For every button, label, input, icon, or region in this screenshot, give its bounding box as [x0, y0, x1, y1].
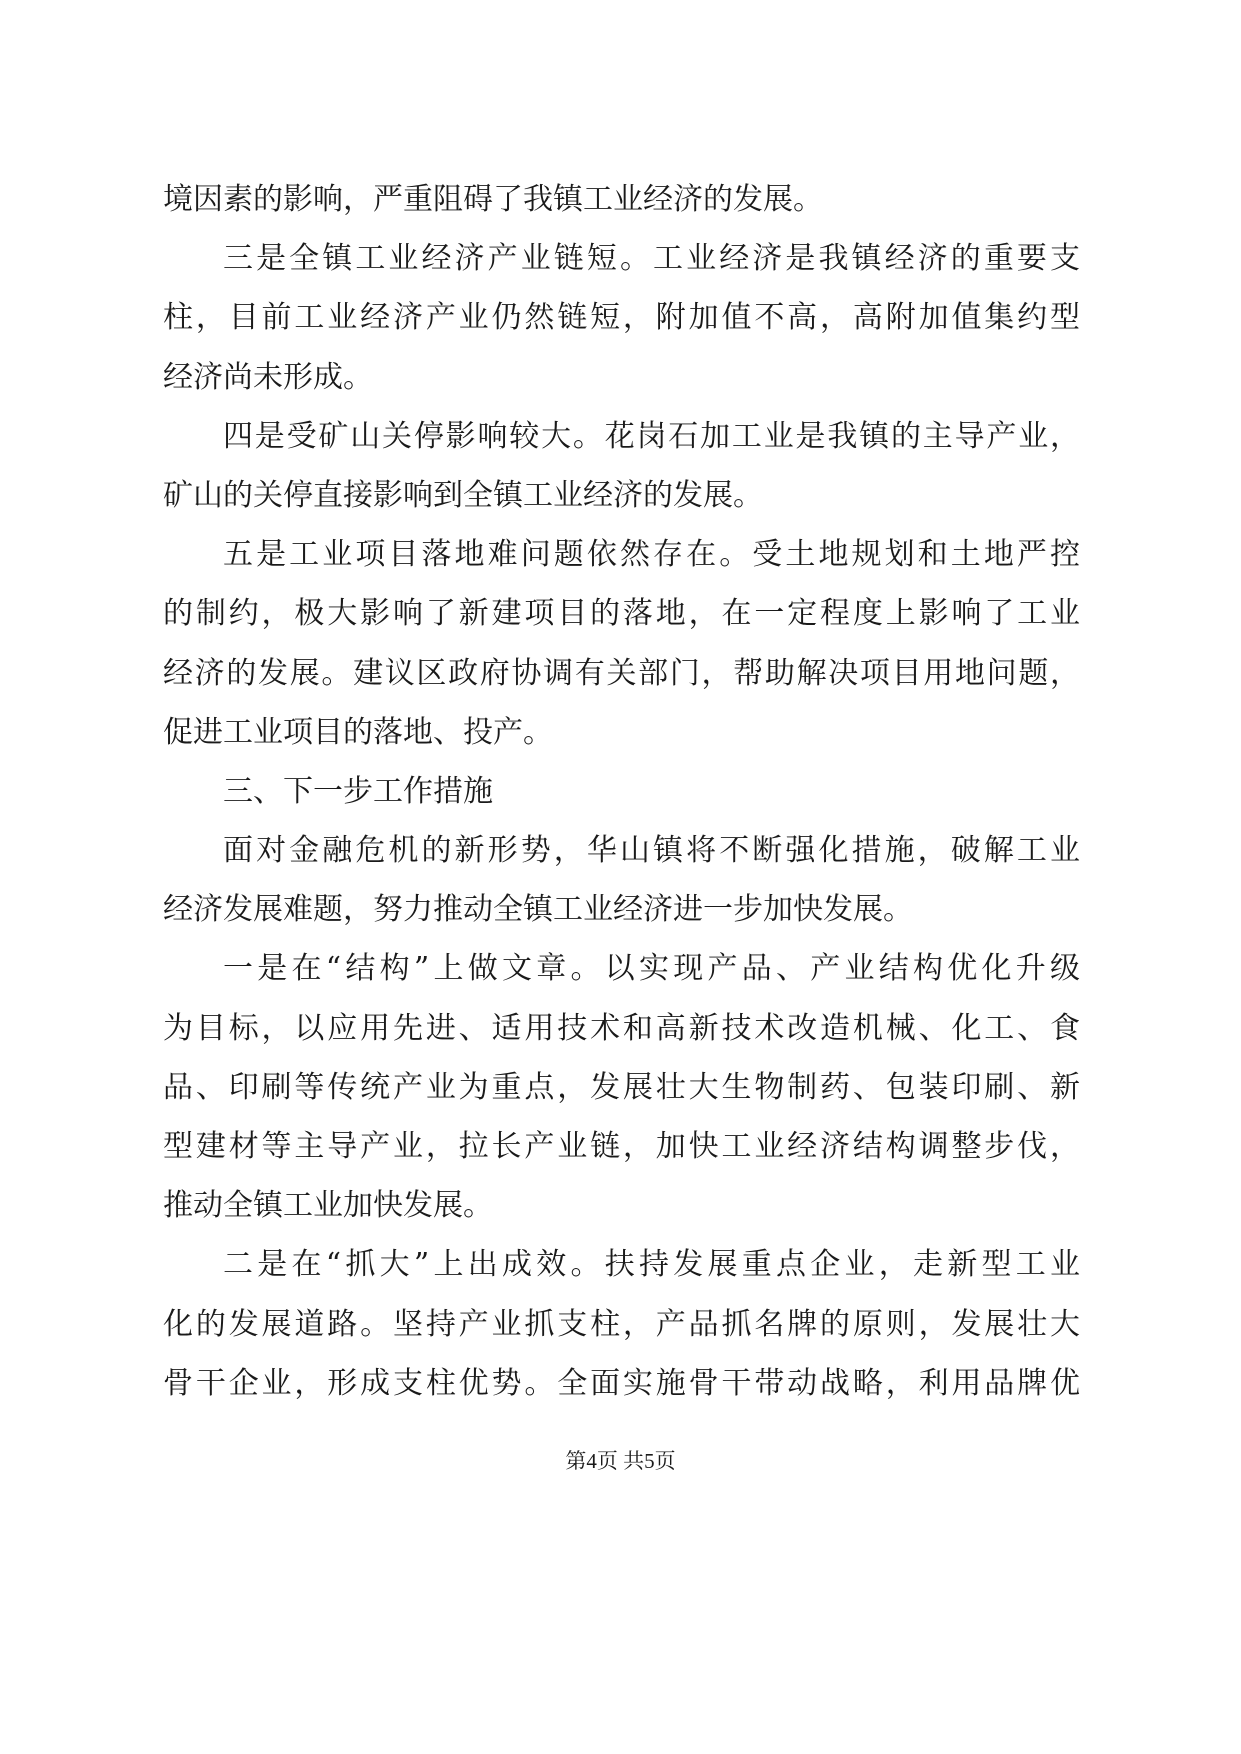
paragraph-point-three: [163, 229, 1080, 407]
text-line: 化的发展道路。坚持产业抓支柱，产品抓名牌的原则，发展壮大: [163, 1306, 1080, 1342]
text-line: 经济尚未形成。: [163, 359, 373, 395]
paragraph-measure-two: [163, 1235, 1080, 1413]
paragraph-measure-one: [163, 939, 1080, 1235]
text-line: 一是在“结构”上做文章。以实现产品、产业结构优化升级: [223, 951, 1080, 987]
text-line: 柱，目前工业经济产业仍然链短，附加值不高，高附加值集约型: [163, 300, 1080, 336]
text-line: 型建材等主导产业，拉长产业链，加快工业经济结构调整步伐，: [163, 1129, 1080, 1164]
paragraph-point-four: [163, 407, 1080, 525]
section-heading: [163, 762, 1080, 821]
text-line: 五是工业项目落地难问题依然存在。受土地规划和土地严控: [223, 537, 1080, 573]
text-line: 促进工业项目的落地、投产。: [163, 714, 553, 750]
text-line: 骨干企业，形成支柱优势。全面实施骨干带动战略，利用品牌优: [163, 1365, 1080, 1401]
text-line: 矿山的关停直接影响到全镇工业经济的发展。: [163, 477, 763, 513]
text-line: 面对金融危机的新形势，华山镇将不断强化措施，破解工业: [223, 833, 1080, 869]
paragraph-continued: [163, 170, 1080, 229]
paragraph-intro: [163, 821, 1080, 939]
text-line: 品、印刷等传统产业为重点，发展壮大生物制药、包装印刷、新: [163, 1069, 1080, 1105]
text-line: 的制约，极大影响了新建项目的落地，在一定程度上影响了工业: [163, 596, 1080, 632]
text-line: 经济发展难题，努力推动全镇工业经济进一步加快发展。: [163, 892, 913, 928]
page-number-footer: 第4页 共5页: [565, 1449, 676, 1473]
text-line: 四是受矿山关停影响较大。花岗石加工业是我镇的主导产业，: [223, 418, 1080, 454]
paragraph-point-five: [163, 525, 1080, 762]
text-line: 推动全镇工业加快发展。: [163, 1188, 493, 1224]
text-line: 二是在“抓大”上出成效。扶持发展重点企业，走新型工业: [223, 1247, 1080, 1283]
text-line: 为目标，以应用先进、适用技术和高新技术改造机械、化工、食: [163, 1010, 1080, 1046]
section-heading-text: 三、下一步工作措施: [223, 773, 493, 809]
body-text: [163, 170, 1080, 1413]
text-line: 三是全镇工业经济产业链短。工业经济是我镇经济的重要支: [223, 241, 1080, 277]
text-line: 经济的发展。建议区政府协调有关部门，帮助解决项目用地问题，: [163, 655, 1080, 691]
text-line: 境因素的影响，严重阻碍了我镇工业经济的发展。: [163, 182, 823, 217]
